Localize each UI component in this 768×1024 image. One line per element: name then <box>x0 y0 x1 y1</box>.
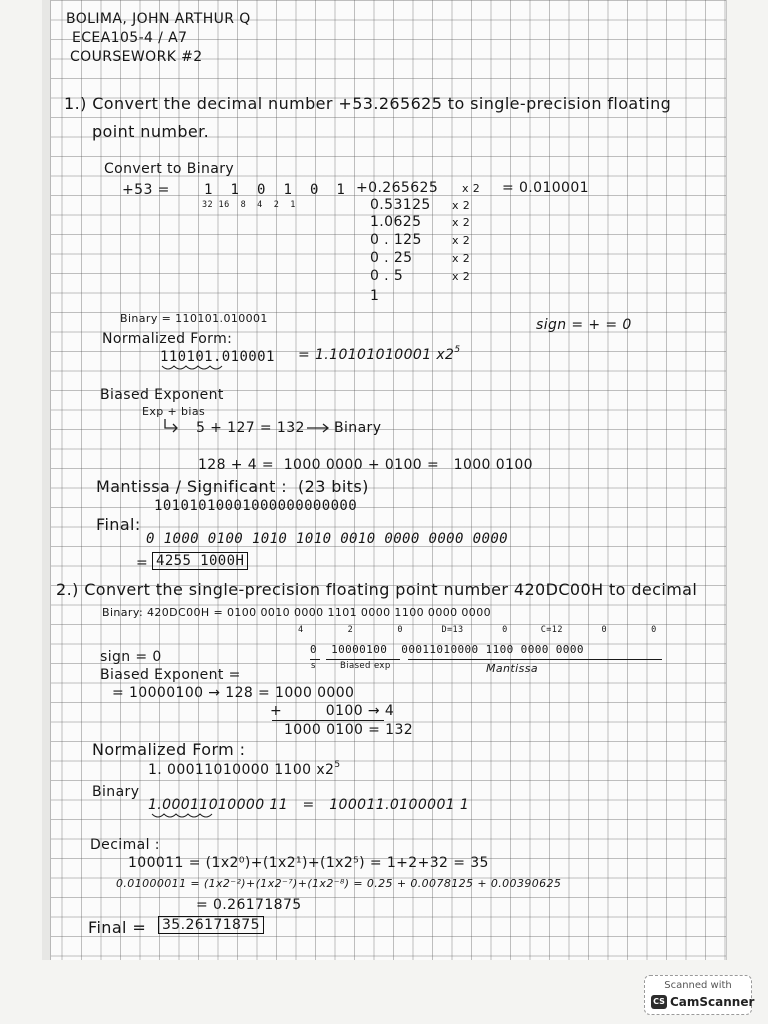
mantissa-field-label: Mantissa <box>486 662 538 675</box>
binary-result: Binary = 110101.010001 <box>120 312 268 325</box>
binary-expansion: Binary: 420DC00H = 0100 0010 0000 1101 0000 1100 0000 0000 <box>102 606 492 619</box>
fraction-part-calc: 0.01000011 = (1x2⁻²)+(1x2⁻⁷)+(1x2⁻⁸) = 0.25 + 0.0078125 + 0.00390625 <box>116 877 562 890</box>
normalized-form-label: Normalized Form: <box>102 331 233 347</box>
sign-bit-note: sign = + = 0 <box>536 317 632 333</box>
student-name: BOLIMA, JOHN ARTHUR Q <box>66 11 251 27</box>
biased-exponent-label: Biased Exponent <box>100 387 224 403</box>
sign-zero: sign = 0 <box>100 649 162 665</box>
binary-value-2: 1.00011010000 11 = 100011.0100001 1 <box>148 797 470 813</box>
fraction-row-value: 0 . 125 <box>370 232 422 248</box>
exponent-sum: 128 + 4 = 1000 0000 + 0100 = 1000 0100 <box>198 457 533 473</box>
problem1-prompt-line2: point number. <box>92 122 210 141</box>
convert-to-binary-label: Convert to Binary <box>104 161 235 177</box>
fraction-row-value: 1.0625 <box>370 214 422 230</box>
normalized-form-label-2: Normalized Form : <box>92 740 246 759</box>
sign-field-label: s <box>311 661 316 671</box>
normalized-rhs-text: = 1.10101010001 x2 <box>298 347 455 363</box>
coursework-title: COURSEWORK #2 <box>70 49 203 65</box>
fraction-row-multiplier: x 2 <box>452 252 471 265</box>
decimal-label: Decimal : <box>90 837 160 853</box>
binary-place-values: 32 16 8 4 2 1 <box>202 200 296 210</box>
camscanner-watermark <box>644 975 755 1015</box>
integer-part-calc: 100011 = (1x2⁰)+(1x2¹)+(1x2⁵) = 1+2+32 = 35 <box>128 855 489 871</box>
fraction-row-value: +0.265625 <box>356 180 439 196</box>
final-decimal-answer: 35.26171875 <box>158 916 264 934</box>
final-bits: 0 1000 0100 1010 1010 0010 0000 0000 0000 <box>146 531 508 547</box>
watermark-caption: Scanned with <box>664 980 732 991</box>
sum-line: 1000 0100 = 132 <box>284 722 414 738</box>
binary-label-2: Binary <box>92 784 140 800</box>
sum-rule <box>272 720 384 721</box>
return-arrow-icon <box>162 418 180 434</box>
problem1-prompt-line1: 1.) Convert the decimal number +53.265625 to single-precision floating <box>64 94 672 113</box>
sheet-left-margin <box>42 0 51 960</box>
mantissa-underline <box>408 659 662 660</box>
mantissa-bits: 10101010001000000000000 <box>154 498 358 514</box>
normalized-exponent: 5 <box>454 345 461 355</box>
fraction-row-multiplier: x 2 <box>452 216 471 229</box>
right-arrow-icon <box>306 422 332 434</box>
fraction-row-value: 1 <box>370 288 380 304</box>
sign-underline <box>310 659 320 660</box>
fraction-result: = 0.26171875 <box>196 897 302 913</box>
decimal-shift-arcs <box>160 364 280 372</box>
biased-exponent-label-2: Biased Exponent = <box>100 667 241 683</box>
problem2-prompt: 2.) Convert the single-precision floating point number 420DC00H to decimal <box>56 580 698 599</box>
ieee-field-bits: 0 10000100 00011010000 1100 0000 0000 <box>310 643 584 656</box>
fraction-row-multiplier: x 2 <box>462 182 481 195</box>
add-line: + 0100 → 4 <box>270 703 395 719</box>
fraction-row-value: 0.53125 <box>370 197 431 213</box>
integer-part-label: +53 = <box>122 182 170 198</box>
camscanner-logo-icon: CS <box>651 995 667 1009</box>
final-hex-answer: 4255 1000H <box>152 552 248 570</box>
fraction-row-multiplier: x 2 <box>452 270 471 283</box>
fraction-binary-result: = 0.010001 <box>502 180 589 196</box>
normalized-rhs <box>298 345 461 363</box>
fraction-row-multiplier: x 2 <box>452 199 471 212</box>
final-equals: = <box>136 555 149 571</box>
normalized-exponent-2: 5 <box>334 760 341 770</box>
watermark-brand: CamScanner <box>670 995 755 1009</box>
final-label-1: Final: <box>96 515 141 534</box>
fraction-row-multiplier: x 2 <box>452 234 471 247</box>
normalized-value-2 <box>148 760 341 778</box>
exp-plus-bias: Exp + bias <box>142 405 206 418</box>
hex-digit-labels: 4 2 0 D=13 0 C=12 0 0 <box>298 625 657 635</box>
biased-exp-field-label: Biased exp <box>340 661 391 671</box>
fraction-row-value: 0 . 25 <box>370 250 413 266</box>
decimal-shift-arcs-2 <box>150 812 222 820</box>
integer-binary-bits: 1 1 0 1 0 1 <box>204 182 346 198</box>
mantissa-label: Mantissa / Significant : (23 bits) <box>96 477 369 496</box>
exponent-underline <box>326 659 400 660</box>
biased-calc: = 10000100 → 128 = 1000 0000 <box>112 685 355 701</box>
normalized-value-2-text: 1. 00011010000 1100 x2 <box>148 762 335 778</box>
exponent-binary-label: Binary <box>334 420 382 436</box>
exponent-calc: 5 + 127 = 132 <box>196 420 305 436</box>
final-label-2: Final = <box>88 918 147 937</box>
fraction-row-value: 0 . 5 <box>370 268 404 284</box>
normalized-lhs: 110101.010001 <box>160 349 275 365</box>
course-section: ECEA105-4 / A7 <box>72 30 188 46</box>
